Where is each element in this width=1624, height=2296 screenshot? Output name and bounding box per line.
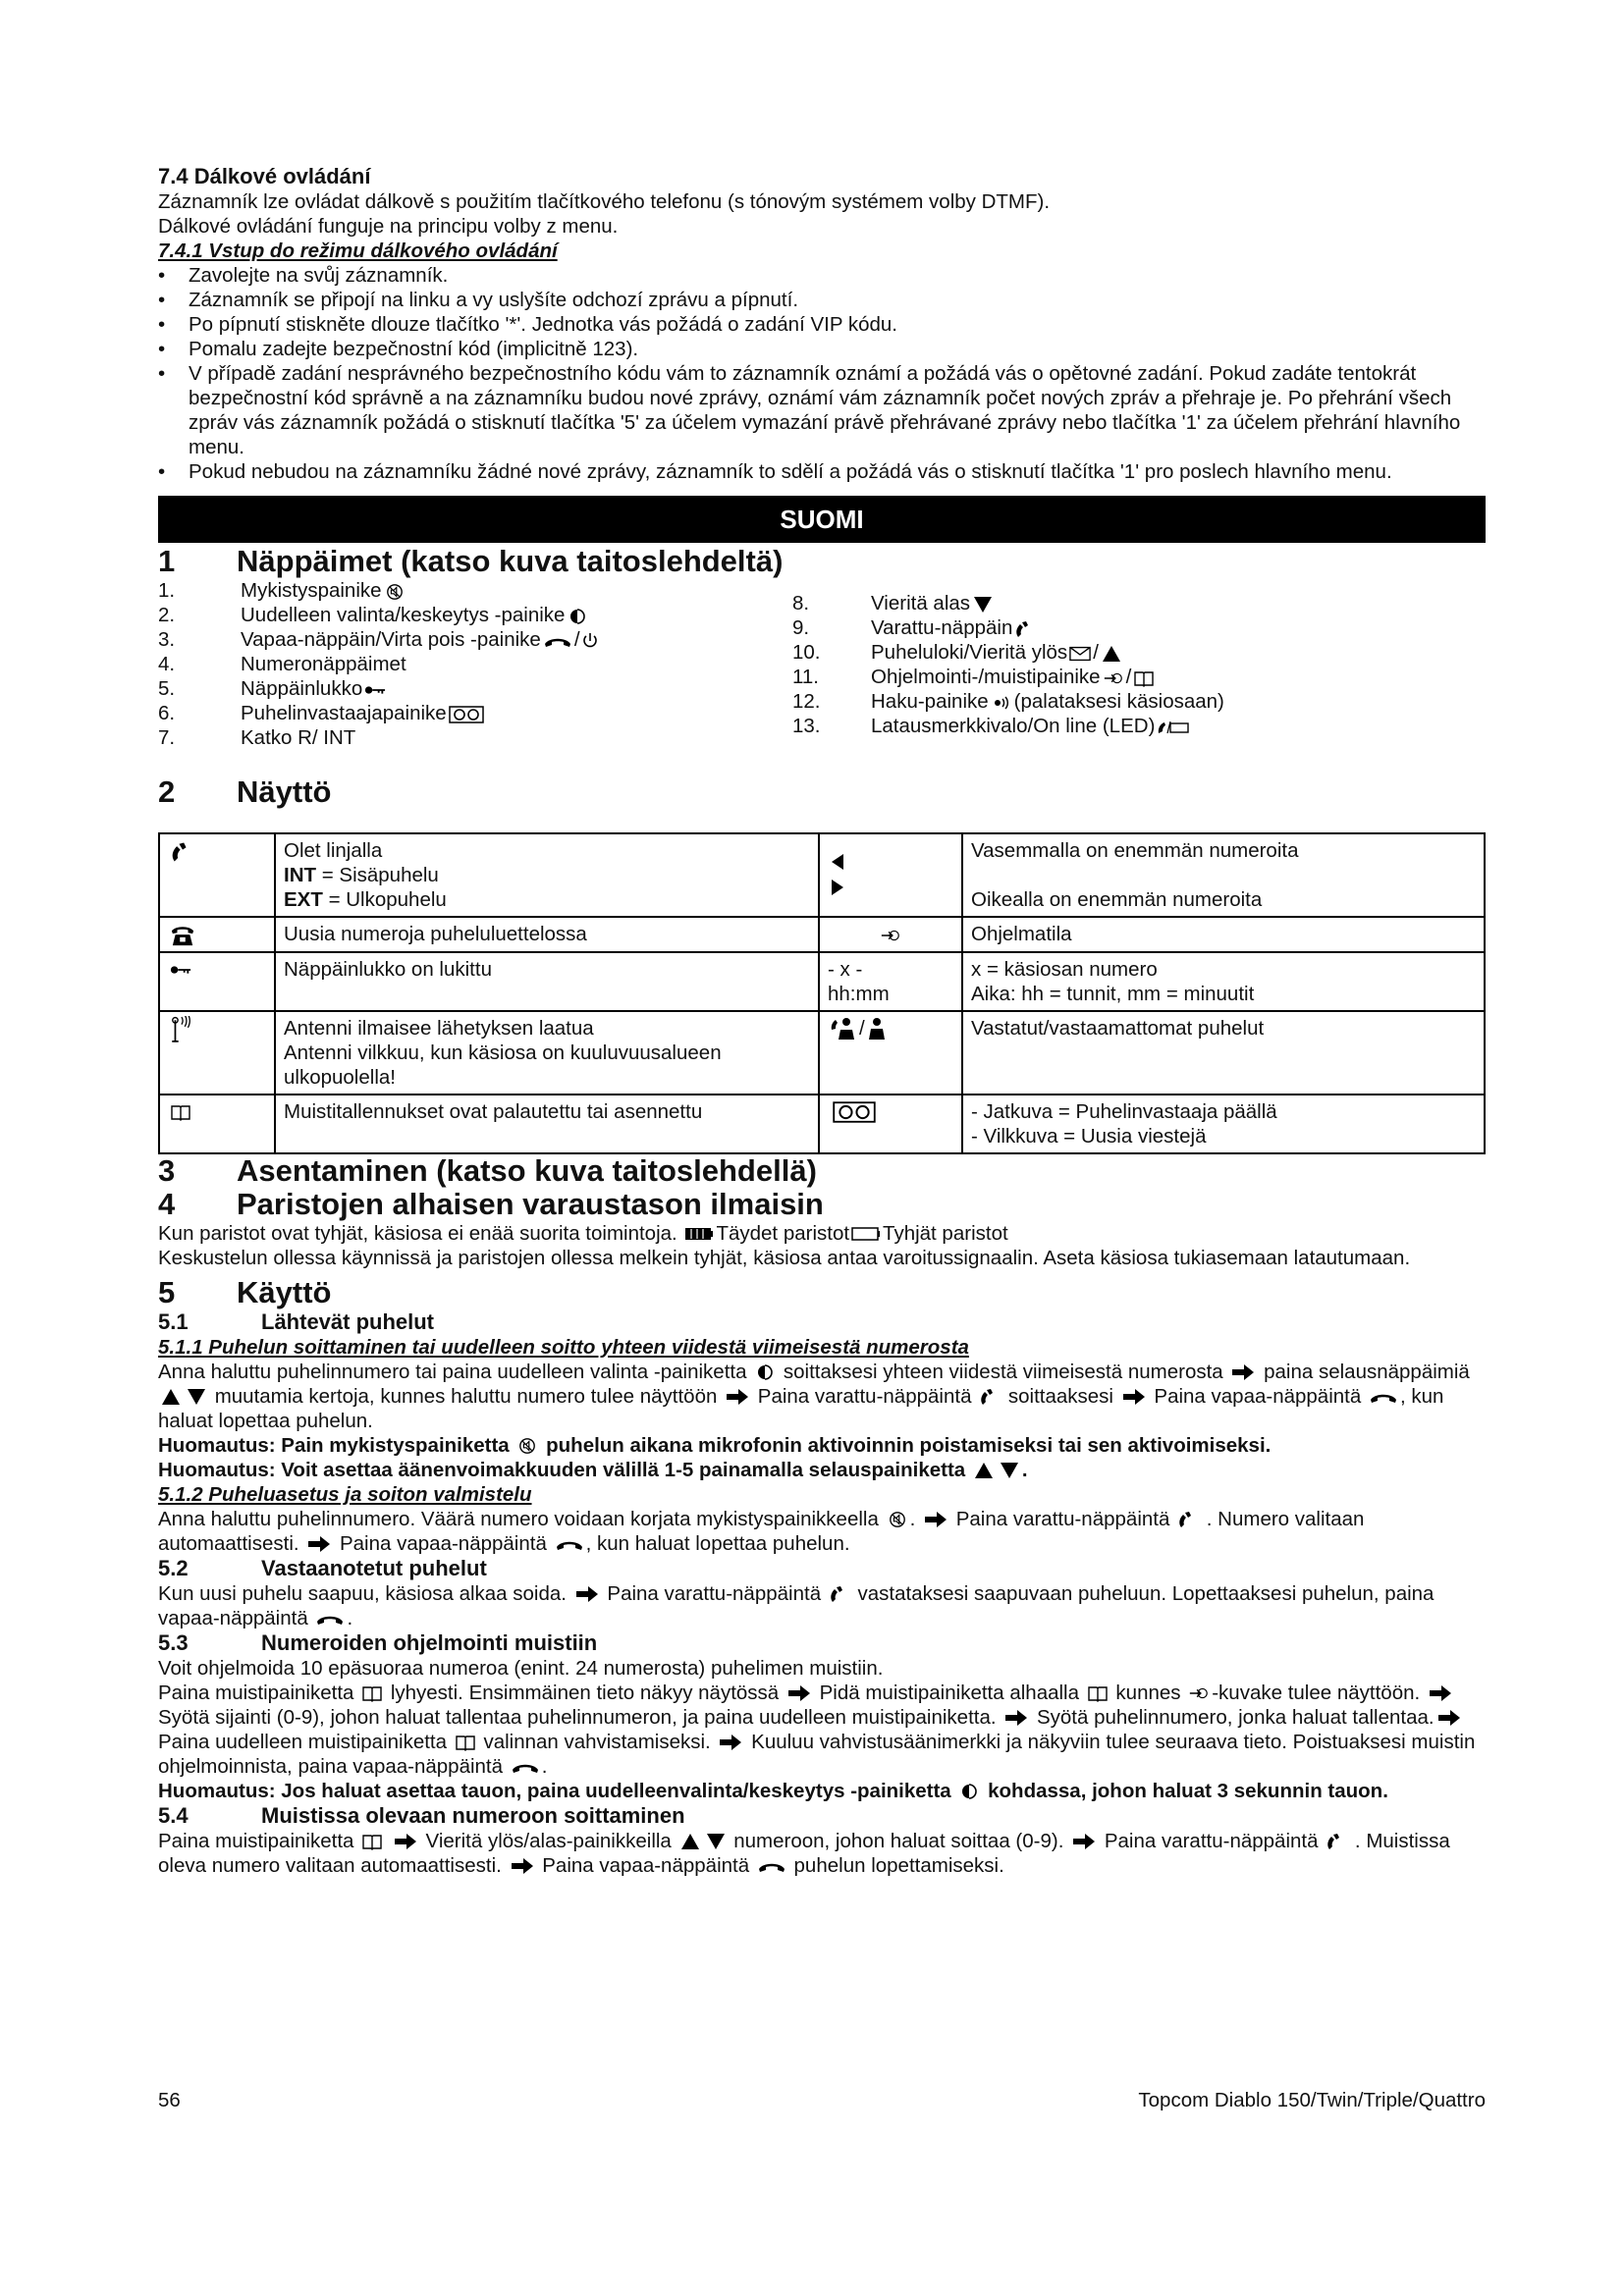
subsection-heading	[158, 1630, 1486, 1656]
up-triangle-icon	[679, 1833, 701, 1850]
cell-text: x = käsiosan numero	[971, 957, 1158, 981]
item-label: Haku-painike	[871, 690, 989, 713]
table-cell	[819, 917, 962, 952]
text-run: Huomautus: Jos haluat asettaa tauon, paina uudelleenvalinta/keskeytys -painiketta	[158, 1779, 951, 1802]
text-run: Paina varattu-näppäintä	[607, 1581, 822, 1605]
text-run: Paina vapaa-näppäintä	[1154, 1384, 1362, 1408]
paragraph: Kun uusi puhelu saapuu, käsiosa alkaa soida. Paina varattu-näppäintä vastataksesi saapuvaan puheluun. Lopettaaksesi puhelun, paina vapaa-näppäintä .	[158, 1581, 1435, 1629]
handset-icon	[829, 1585, 850, 1603]
hangup-icon	[555, 1535, 584, 1553]
page-content	[158, 163, 1486, 1878]
item-label: Numeronäppäimet	[241, 653, 406, 675]
table-cell: Ohjelmatila	[962, 917, 1485, 952]
text-run: valinnan vahvistamiseksi.	[483, 1730, 711, 1753]
item-number: 7.	[158, 726, 176, 749]
text-run: Huomautus: Pain mykistyspainiketta	[158, 1433, 510, 1457]
text-run: numeroon, johon haluat soittaa (0-9).	[733, 1829, 1064, 1852]
left-arrow-icon	[830, 852, 845, 872]
arrow-icon	[1231, 1363, 1255, 1381]
text-run: Paina muistipainiketta	[158, 1681, 354, 1704]
cell-text: Antenni vilkkuu, kun käsiosa on kuuluvuusalueen ulkopuolella!	[284, 1041, 722, 1089]
text-run: Vieritä ylös/alas-painikkeilla	[425, 1829, 672, 1852]
memory-book-icon	[455, 1734, 476, 1751]
text-run: puhelun aikana mikrofonin aktivoinnin poistamiseksi tai sen aktivoimiseksi.	[546, 1433, 1272, 1457]
cell-text: - Jatkuva = Puhelinvastaaja päällä	[971, 1099, 1277, 1123]
paragraph: Voit ohjelmoida 10 epäsuoraa numeroa (enint. 24 numerosta) puhelimen muistiin.	[158, 1656, 884, 1680]
paragraph	[158, 1221, 1486, 1246]
language-bar: SUOMI	[158, 496, 1486, 543]
cell-text: = Sisäpuhelu	[316, 864, 439, 886]
text-run: soittaksesi yhteen viidestä viimeisestä numerosta	[783, 1360, 1223, 1383]
paragraph	[158, 1360, 1486, 1433]
table-cell	[159, 1095, 275, 1153]
key-icon	[364, 681, 386, 699]
antenna-icon	[170, 1016, 195, 1043]
list-item: • V případě zadání nesprávného bezpečnostního kódu vám to záznamník oznámí a požádá vás o opětovné zadání. Pokud zadáte tentokrát bezpečnostní kód správně a na záznamníku budou nové zprávy, oznámí vám záznamník počet nových zpráv a přehraje je. Po přehrání všech zpráv vás záznamník požádá o stisknutí tlačítka '5' za účelem vymazání právě přehrávané zprávy nebo tlačítka '1' za účelem přehrání hlavního menu.	[158, 361, 1486, 459]
subheading: 7.4.1 Vstup do režimu dálkového ovládání	[158, 240, 558, 262]
handset-icon	[1326, 1833, 1347, 1850]
list-item	[792, 591, 1486, 615]
item-label: Varattu-näppäin	[871, 616, 1013, 639]
table-cell	[159, 1011, 275, 1095]
list-item	[158, 701, 786, 725]
cell-text: - x -	[828, 957, 863, 981]
battery-full-icon	[684, 1225, 714, 1243]
handset-icon	[1177, 1511, 1199, 1528]
up-triangle-icon	[1101, 645, 1122, 663]
hangup-icon	[511, 1758, 540, 1776]
list-item	[792, 689, 1486, 714]
table-row	[159, 917, 1485, 952]
mute-icon	[384, 583, 406, 601]
battery-empty-icon	[851, 1225, 881, 1243]
text-run: soittaaksesi	[1007, 1384, 1113, 1408]
list-item: 11. Ohjelmointi-/muistipainike /	[792, 665, 1486, 689]
list-item: 10. Puheluloki/Vieritä ylös /	[792, 640, 1486, 665]
cell-text: Oikealla on enemmän numeroita	[971, 888, 1263, 911]
paragraph: Paina muistipainiketta lyhyesti. Ensimmäinen tieto näkyy näytössä Pidä muistipainiketta alhaalla kunnes -kuvake tulee näyttöön. Syötä sijainti (0-9), johon haluat tallentaa puhelinnumeron, ja paina uudelleen muistipainiketta. Syötä puhelinnumero, jonka haluat tallentaa. Paina uudelleen muistipainiketta valinnan vahvistamiseksi. Kuuluu vahvistusäänimerkki ja näkyviin tulee seuraava tieto. Poistuaksesi muistin ohjelmoinnista, paina vapaa-näppäintä .	[158, 1681, 1476, 1778]
table-cell	[819, 1095, 962, 1153]
redial-icon	[754, 1363, 776, 1381]
tape-icon	[830, 1101, 879, 1123]
paragraph: Keskustelun ollessa käynnissä ja paristojen ollessa melkein tyhjät, käsiosa antaa varoitussignaalin. Aseta käsiosa tukiasemaan latautumaan.	[158, 1246, 1411, 1269]
section-number: 5.1	[158, 1308, 189, 1334]
cell-text: hh:mm	[828, 982, 890, 1005]
section-title: Muistissa olevaan numeroon soittaminen	[261, 1802, 685, 1828]
item-number: 8.	[792, 592, 810, 614]
text-run: Kun paristot ovat tyhjät, käsiosa ei enää suorita toimintoja.	[158, 1221, 677, 1245]
table-cell	[275, 1011, 819, 1095]
text-run: Täydet paristot	[716, 1221, 850, 1245]
text-run: paina selausnäppäimiä	[1264, 1360, 1470, 1383]
section-number: 3	[158, 1152, 176, 1188]
section-number: 1	[158, 544, 176, 578]
program-icon	[880, 927, 901, 944]
handset-icon	[170, 839, 195, 865]
list-item	[158, 652, 786, 676]
text-run: Paina varattu-näppäintä	[1104, 1829, 1319, 1852]
section-heading	[158, 1188, 1486, 1221]
cell-text: Vasemmalla on enemmän numeroita	[971, 839, 1299, 862]
table-cell: Näppäinlukko on lukittu	[275, 952, 819, 1011]
item-label: Puhelinvastaajapainike	[241, 702, 447, 724]
section-heading	[158, 775, 1486, 809]
table-cell	[962, 952, 1485, 1011]
redial-pause-icon	[958, 1783, 980, 1800]
item-label: Mykistyspainike	[241, 579, 382, 602]
section-title: Näppäimet (katso kuva taitoslehdeltä)	[237, 544, 784, 578]
text-run: Paina vapaa-näppäintä	[542, 1853, 750, 1877]
paragraph: Dálkové ovládání funguje na principu volby z menu.	[158, 215, 619, 238]
item-number: 2.	[158, 604, 176, 626]
list-item: • Pomalu zadejte bezpečnostní kód (implicitně 123).	[158, 337, 1486, 361]
item-label: Puheluloki/Vieritä ylös	[871, 641, 1068, 664]
list-item: • Záznamník se připojí na linku a vy uslyšíte odchozí zprávu a pípnutí.	[158, 288, 1486, 312]
section-heading	[158, 1276, 1486, 1309]
item-label: Ohjelmointi-/muistipainike	[871, 666, 1101, 688]
table-cell	[275, 833, 819, 917]
hangup-icon	[1369, 1388, 1398, 1406]
charging-led-icon	[1157, 719, 1190, 736]
section-title: Vastaanotetut puhelut	[261, 1555, 487, 1580]
item-number: 9.	[792, 616, 810, 639]
subheading: 5.1.2 Puheluasetus ja soiton valmistelu	[158, 1482, 532, 1506]
list-item: • Po pípnutí stiskněte dlouze tlačítko '*'. Jednotka vás požádá o zadání VIP kódu.	[158, 312, 1486, 337]
down-triangle-icon	[705, 1833, 727, 1850]
arrow-icon	[719, 1734, 742, 1751]
section-title: Käyttö	[237, 1274, 332, 1309]
arrow-icon	[1437, 1709, 1461, 1727]
cell-text-bold: EXT	[284, 888, 323, 911]
memory-book-icon	[361, 1833, 383, 1850]
hangup-icon	[315, 1610, 345, 1628]
text-run: Syötä puhelinnumero, jonka haluat tallentaa.	[1036, 1705, 1435, 1729]
subsection-heading	[158, 1556, 1486, 1581]
text-run: vastataksesi saapuvaan puheluun. Lopettaaksesi puhelun, paina vapaa-näppäintä	[158, 1581, 1435, 1629]
up-triangle-icon	[973, 1462, 995, 1479]
item-number: 13.	[792, 715, 821, 737]
down-triangle-icon	[999, 1462, 1020, 1479]
table-cell	[159, 917, 275, 952]
paragraph: Anna haluttu puhelinnumero. Väärä numero voidaan korjata mykistyspainikkeella . Paina varattu-näppäintä . Numero valitaan automaattisesti. Paina vapaa-näppäintä , kun haluat lopettaa puhelun.	[158, 1507, 1365, 1555]
item-number: 11.	[792, 666, 819, 688]
text-run: , kun haluat lopettaa puhelun.	[158, 1384, 1444, 1432]
table-cell	[819, 952, 962, 1011]
table-cell	[962, 833, 1485, 917]
text-run: puhelun lopettamiseksi.	[793, 1853, 1004, 1877]
item-number: 6.	[158, 702, 176, 724]
subheading: 5.1.1 Puhelun soittaminen tai uudelleen soitto yhteen viidestä viimeisestä numerosta	[158, 1335, 969, 1359]
table-cell	[819, 833, 962, 917]
section-number: 4	[158, 1186, 176, 1221]
program-icon	[1188, 1684, 1210, 1702]
key-list	[158, 578, 1486, 790]
section-title: Näyttö	[237, 774, 332, 809]
down-triangle-icon	[972, 596, 994, 614]
table-cell	[159, 952, 275, 1011]
note	[158, 1779, 1486, 1803]
arrow-icon	[1004, 1709, 1028, 1727]
text-run: kohdassa, johon haluat 3 sekunnin tauon.	[988, 1779, 1388, 1802]
section-number: 2	[158, 774, 176, 809]
list-item: • Pokud nebudou na záznamníku žádné nové zprávy, záznamník to sdělí a požádá vás o stisknutí tlačítka '1' pro poslech hlavního menu.	[158, 459, 1486, 484]
note: Huomautus: Voit asettaa äänenvoimakkuuden välillä 1-5 painamalla selauspainiketta .	[158, 1458, 1028, 1481]
bullet-list	[158, 263, 1486, 484]
arrow-icon	[787, 1684, 811, 1702]
footer-product: Topcom Diablo 150/Twin/Triple/Quattro	[1138, 2089, 1486, 2111]
text-run: . Numero valitaan automaattisesti.	[158, 1507, 1365, 1555]
text-run: . Muistissa oleva numero valitaan automaattisesti.	[158, 1829, 1450, 1877]
display-symbol-table	[158, 832, 1486, 1154]
list-item	[158, 578, 786, 603]
table-cell	[159, 833, 275, 917]
key-list-right	[792, 591, 1486, 738]
table-cell: Muistitallennukset ovat palautettu tai asennettu	[275, 1095, 819, 1153]
section-title: Asentaminen (katso kuva taitoslehdellä)	[237, 1152, 817, 1188]
cell-text: Antenni ilmaisee lähetyksen laatua	[284, 1016, 594, 1040]
list-item	[792, 615, 1486, 640]
section-number: 5.2	[158, 1555, 189, 1580]
hangup-icon	[543, 632, 572, 650]
envelope-icon	[1069, 645, 1091, 663]
section-title: Lähtevät puhelut	[261, 1308, 435, 1334]
section-title: Numeroiden ohjelmointi muistiin	[261, 1629, 598, 1655]
table-cell	[819, 1011, 962, 1095]
program-icon	[1103, 669, 1124, 687]
mute-icon	[516, 1437, 538, 1455]
hangup-icon	[757, 1857, 786, 1875]
table-row	[159, 952, 1485, 1011]
text-run: Syötä sijainti (0-9), johon haluat tallentaa puhelinnumeron, ja paina uudelleen muistipainiketta.	[158, 1705, 997, 1729]
text-run: Anna haluttu puhelinnumero. Väärä numero voidaan korjata mykistyspainikkeella	[158, 1507, 879, 1530]
phonebook-phone-icon	[170, 924, 195, 947]
paging-icon	[991, 694, 1012, 712]
power-icon	[582, 632, 598, 650]
cell-text: /	[859, 1016, 865, 1040]
tape-icon	[449, 706, 484, 723]
item-label: Näppäinlukko	[241, 677, 363, 700]
item-label: Uudelleen valinta/keskeytys -painike	[241, 604, 566, 626]
list-item	[158, 676, 786, 701]
item-label: Latausmerkkivalo/On line (LED)	[871, 715, 1156, 737]
cell-text: - Vilkkuva = Uusia viestejä	[971, 1124, 1207, 1148]
memory-book-icon	[1133, 669, 1155, 687]
section-title: Paristojen alhaisen varaustason ilmaisin	[237, 1186, 824, 1221]
redial-pause-icon	[567, 608, 588, 625]
item-label: Katko R/ INT	[241, 726, 356, 749]
item-number: 5.	[158, 677, 176, 700]
text-run: Paina vapaa-näppäintä	[339, 1531, 547, 1555]
key-list-left	[158, 578, 786, 750]
text-run: , kun haluat lopettaa puhelun.	[585, 1531, 850, 1555]
text-run: lyhyesti. Ensimmäinen tieto näkyy näytössä	[390, 1681, 780, 1704]
arrow-icon	[1072, 1833, 1096, 1850]
item-number: 3.	[158, 628, 176, 651]
section-number: 5.4	[158, 1802, 189, 1828]
list-item	[158, 725, 786, 750]
table-row	[159, 1011, 1485, 1095]
item-label: Vieritä alas	[871, 592, 971, 614]
text-run: muutamia kertoja, kunnes haluttu numero tulee näyttöön	[214, 1384, 718, 1408]
memory-book-icon	[1087, 1684, 1109, 1702]
paragraph: Záznamník lze ovládat dálkově s použitím tlačítkového telefonu (s tónovým systémem volby DTMF).	[158, 190, 1051, 213]
text-run: Kuuluu vahvistusäänimerkki ja näkyviin tulee seuraava tieto. Poistuaksesi muistin ohjelmoinnista, paina vapaa-näppäintä	[158, 1730, 1476, 1778]
arrow-icon	[924, 1511, 947, 1528]
table-row	[159, 833, 1485, 917]
item-label: Vapaa-näppäin/Virta pois -painike	[241, 628, 541, 651]
list-item: • Zavolejte na svůj záznamník.	[158, 263, 1486, 288]
arrow-icon	[511, 1857, 534, 1875]
table-cell: Vastatut/vastaamattomat puhelut	[962, 1011, 1485, 1095]
arrow-icon	[575, 1585, 599, 1603]
table-cell: Uusia numeroja puheluluettelossa	[275, 917, 819, 952]
up-triangle-icon	[160, 1388, 182, 1406]
table-row	[159, 1095, 1485, 1153]
text-run: Pidä muistipainiketta alhaalla	[819, 1681, 1080, 1704]
section-heading	[158, 1154, 1486, 1188]
list-item: 3. Vapaa-näppäin/Virta pois -painike /	[158, 627, 786, 652]
down-triangle-icon	[186, 1388, 207, 1406]
answered-call-icon	[830, 1016, 857, 1041]
note	[158, 1433, 1486, 1458]
missed-call-icon	[867, 1016, 887, 1041]
text-run: Anna haluttu puhelinnumero tai paina uudelleen valinta -painiketta	[158, 1360, 747, 1383]
memory-book-icon	[170, 1103, 191, 1121]
text-run: Paina varattu-näppäintä	[955, 1507, 1170, 1530]
list-item	[792, 714, 1486, 738]
item-number: 10.	[792, 641, 821, 664]
table-cell	[962, 1095, 1485, 1153]
arrow-icon	[394, 1833, 417, 1850]
list-item	[158, 603, 786, 627]
arrow-icon	[726, 1388, 749, 1406]
arrow-icon	[307, 1535, 331, 1553]
page-number: 56	[158, 2089, 181, 2111]
right-arrow-icon	[830, 878, 845, 897]
cell-text-bold: INT	[284, 864, 317, 886]
memory-book-icon	[361, 1684, 383, 1702]
cell-text: Olet linjalla	[284, 839, 383, 862]
item-number: 4.	[158, 653, 176, 675]
text-run: Paina uudelleen muistipainiketta	[158, 1730, 448, 1753]
key-icon	[170, 961, 191, 979]
arrow-icon	[1122, 1388, 1146, 1406]
section-heading-cz: 7.4 Dálkové ovládání	[158, 164, 371, 188]
text-run: Kun uusi puhelu saapuu, käsiosa alkaa soida.	[158, 1581, 567, 1605]
text-run: Paina muistipainiketta	[158, 1829, 354, 1852]
arrow-icon	[1429, 1684, 1452, 1702]
cell-text: Aika: hh = tunnit, mm = minuutit	[971, 982, 1255, 1005]
item-note: (palataksesi käsiosaan)	[1013, 690, 1224, 713]
subsection-heading	[158, 1803, 1486, 1829]
paragraph	[158, 1829, 1486, 1878]
section-number: 5.3	[158, 1629, 189, 1655]
section-heading	[158, 545, 1486, 578]
cell-text: = Ulkopuhelu	[322, 888, 447, 911]
item-number: 12.	[792, 690, 821, 713]
handset-icon	[1014, 620, 1036, 638]
handset-icon	[979, 1388, 1001, 1406]
section-number: 5	[158, 1274, 176, 1309]
text-run: -kuvake tulee näyttöön.	[1212, 1681, 1421, 1704]
text-run: Huomautus: Voit asettaa äänenvoimakkuuden välillä 1-5 painamalla selauspainiketta	[158, 1458, 966, 1481]
mute-icon	[887, 1511, 908, 1528]
text-run: Tyhjät paristot	[883, 1221, 1008, 1245]
item-number: 1.	[158, 579, 176, 602]
subsection-heading	[158, 1309, 1486, 1335]
text-run: Paina varattu-näppäintä	[757, 1384, 972, 1408]
text-run: kunnes	[1115, 1681, 1181, 1704]
